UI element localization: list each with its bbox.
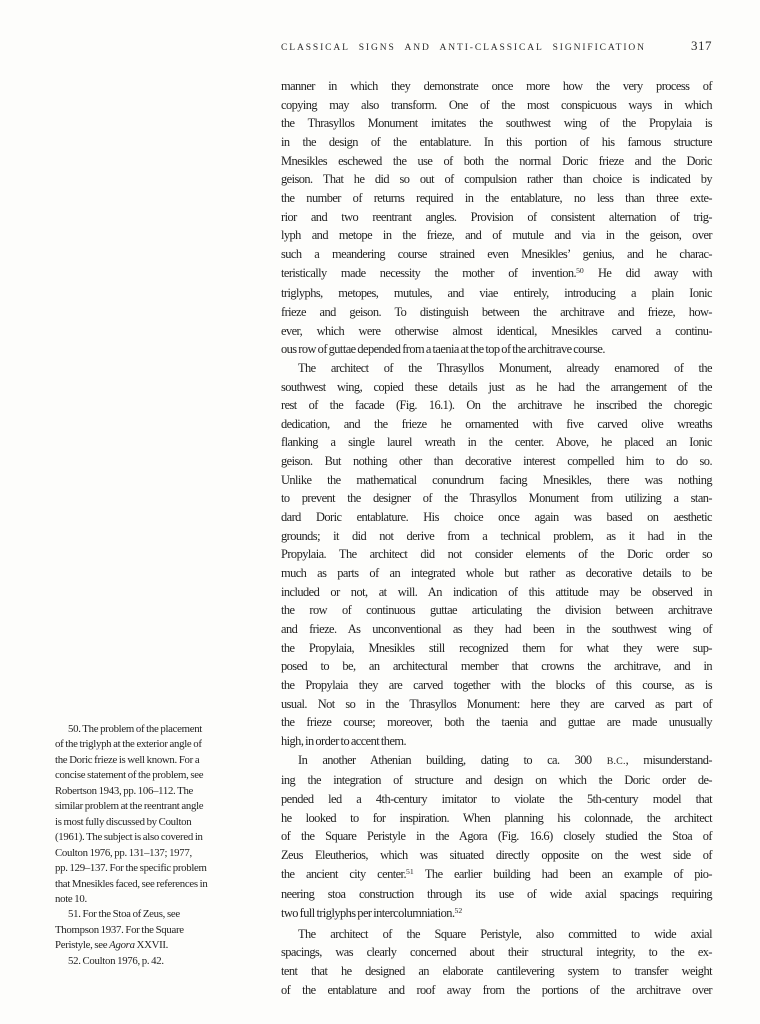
text-line: Thompson 1937. For the Square bbox=[55, 923, 184, 936]
text-line: the row of continuous guttae articulating the division between architrave bbox=[281, 603, 712, 618]
text-line: high, in order to accent them. bbox=[281, 733, 407, 748]
paragraph-3 bbox=[281, 751, 712, 925]
paragraph-2 bbox=[281, 359, 712, 751]
text-line: flanking a single laurel wreath in the center. Above, he placed an Ionic bbox=[281, 435, 712, 450]
text-line: southwest wing, copied these details just as he had the arrangement of the bbox=[281, 379, 712, 394]
text-line: dard Doric entablature. His choice once again was based on aesthetic bbox=[281, 510, 712, 525]
text-line: ing the integration of structure and design on which the Doric order de- bbox=[281, 773, 712, 788]
text-line: Zeus Eleutherios, which was situated directly opposite on the west side of bbox=[281, 847, 712, 862]
text-line: of the Square Peristyle in the Agora (Fig. 16.6) closely studied the Stoa of bbox=[281, 829, 712, 844]
text-line: Unlike the mathematical conundrum facing Mnesikles, there was nothing bbox=[281, 472, 712, 487]
text-line: posed to be, an architectural member that crowns the architrave, and in bbox=[281, 659, 712, 674]
footnote-ref: 51 bbox=[406, 867, 414, 877]
text-line: to prevent the designer of the Thrasyllos Monument from utilizing a stan- bbox=[281, 491, 712, 506]
page-number: 317 bbox=[691, 38, 712, 53]
running-head-title: CLASSICAL SIGNS AND ANTI-CLASSICAL SIGNIFICATION bbox=[281, 43, 646, 53]
text-line: concise statement of the problem, see bbox=[55, 769, 204, 782]
text-line: The architect of the Square Peristyle, also committed to wide axial bbox=[298, 926, 712, 941]
text-line: pended led a 4th-century imitator to violate the 5th-century model that bbox=[281, 791, 712, 806]
text-line: pp. 129–137. For the specific problem bbox=[55, 862, 207, 875]
text-line: the frieze course; moreover, both the taenia and guttae are made unusually bbox=[281, 715, 712, 730]
footnote-ref: 50 bbox=[576, 266, 584, 276]
text-line: In another Athenian building, dating to ca. 300 B.C., misunderstand- bbox=[298, 752, 712, 767]
text-line: and frieze. As unconventional as they had been in the southwest wing of bbox=[281, 622, 712, 637]
text-line: neering stoa construction through its use of wide axial spacings requiring bbox=[281, 887, 712, 902]
footnote-51 bbox=[55, 907, 257, 953]
text-line: note 10. bbox=[55, 892, 87, 905]
paragraph-1 bbox=[281, 77, 712, 359]
text-line: two full triglyphs per intercolumniation.$^{52}$ bbox=[281, 905, 463, 920]
footnote-50 bbox=[55, 722, 257, 907]
styled-text: Agora bbox=[109, 939, 135, 952]
text-line: the Thrasyllos Monument imitates the southwest wing of the Propylaia is bbox=[281, 116, 712, 131]
text-line: rior and two reentrant angles. Provision of consistent alternation of trig- bbox=[281, 209, 712, 224]
text-line: frieze and geison. To distinguish between the architrave and frieze, how- bbox=[281, 304, 712, 319]
text-line: usual. Not so in the Thrasyllos Monument: here they are carved as part of bbox=[281, 696, 712, 711]
text-line: lyph and metope in the frieze, and of mutule and via in the geison, over bbox=[281, 228, 712, 243]
text-line: ous row of guttae depended from a taenia at the top of the architrave course. bbox=[281, 342, 605, 357]
text-line: tent that he designed an elaborate cantilevering system to transfer weight bbox=[281, 963, 712, 978]
paragraph-4 bbox=[281, 925, 712, 1000]
text-line: 52. Coulton 1976, p. 42. bbox=[68, 954, 164, 967]
footnote-ref: 52 bbox=[454, 906, 463, 916]
text-line: geison. That he did so out of compulsion rather than choice is indicated by bbox=[281, 172, 712, 187]
text-line: The architect of the Thrasyllos Monument, already enamored of the bbox=[298, 360, 712, 375]
text-line: the ancient city center.$^{51}$ The earlier building had been an example of pio- bbox=[281, 866, 712, 881]
text-line: similar problem at the reentrant angle bbox=[55, 800, 204, 813]
text-line: spacings, was clearly concerned about their structural integrity, to the ex- bbox=[281, 945, 712, 960]
text-line: triglyphs, metopes, mutules, and viae entirely, introducing a plain Ionic bbox=[281, 286, 712, 301]
text-line: in the design of the entablature. In this portion of his famous structure bbox=[281, 134, 712, 149]
text-line: 51. For the Stoa of Zeus, see bbox=[68, 908, 180, 921]
text-line: teristically made necessity the mother of invention.$^{50}$ He did away with bbox=[281, 265, 712, 280]
text-line: copying may also transform. One of the most conspicuous ways in which bbox=[281, 97, 712, 112]
text-line: manner in which they demonstrate once more how the very process of bbox=[281, 79, 712, 93]
text-line: dedication, and the frieze he ornamented with five carved olive wreaths bbox=[281, 416, 712, 431]
text-line: ever, which were otherwise almost identical, Mnesikles carved a continu- bbox=[281, 323, 712, 338]
text-line: of the entablature and roof away from the portions of the architrave over bbox=[281, 982, 712, 997]
text-line: geison. But nothing other than decorative interest compelled him to do so. bbox=[281, 454, 712, 469]
text-line: that Mnesikles faced, see references in bbox=[55, 877, 208, 890]
text-line: Coulton 1976, pp. 131–137; 1977, bbox=[55, 846, 192, 859]
text-line: grounds; it did not derive from a technical problem, as it had in the bbox=[281, 528, 712, 543]
text-line: Propylaia. The architect did not consider elements of the Doric order so bbox=[281, 547, 712, 562]
text-line: much as parts of an integrated whole but rather as decorative details to be bbox=[281, 566, 712, 581]
text-line: of the triglyph at the exterior angle of bbox=[55, 738, 202, 751]
text-line: 50. The problem of the placement bbox=[68, 723, 203, 735]
text-line: Peristyle, see Agora XXVII. bbox=[55, 939, 169, 952]
text-line: included or not, at will. An indication of this attitude may be observed in bbox=[281, 584, 712, 599]
text-line: rest of the facade (Fig. 16.1). On the architrave he inscribed the choregic bbox=[281, 398, 712, 413]
main-text-column bbox=[281, 77, 712, 999]
text-line: the Propylaia they are carved together with the blocks of this course, as is bbox=[281, 678, 712, 692]
text-line: the Propylaia, Mnesikles still recognized them for what they were sup- bbox=[281, 640, 712, 655]
text-line: he looked to for inspiration. When planning his colonnade, the architect bbox=[281, 810, 712, 825]
styled-text: B.C. bbox=[606, 755, 626, 767]
running-head bbox=[281, 38, 712, 54]
text-line: the Doric frieze is well known. For a bbox=[55, 753, 200, 766]
sidenote-column bbox=[55, 722, 257, 969]
text-line: (1961). The subject is also covered in bbox=[55, 831, 203, 844]
text-line: Mnesikles eschewed the use of both the normal Doric frieze and the Doric bbox=[281, 153, 712, 168]
text-line: such a meandering course strained even Mnesikles’ genius, and he charac- bbox=[281, 246, 712, 261]
text-line: is most fully discussed by Coulton bbox=[55, 815, 192, 828]
text-line: the number of returns required in the entablature, no less than three exte- bbox=[281, 190, 712, 205]
footnote-52 bbox=[55, 954, 257, 969]
text-line: Robertson 1943, pp. 106–112. The bbox=[55, 784, 194, 797]
